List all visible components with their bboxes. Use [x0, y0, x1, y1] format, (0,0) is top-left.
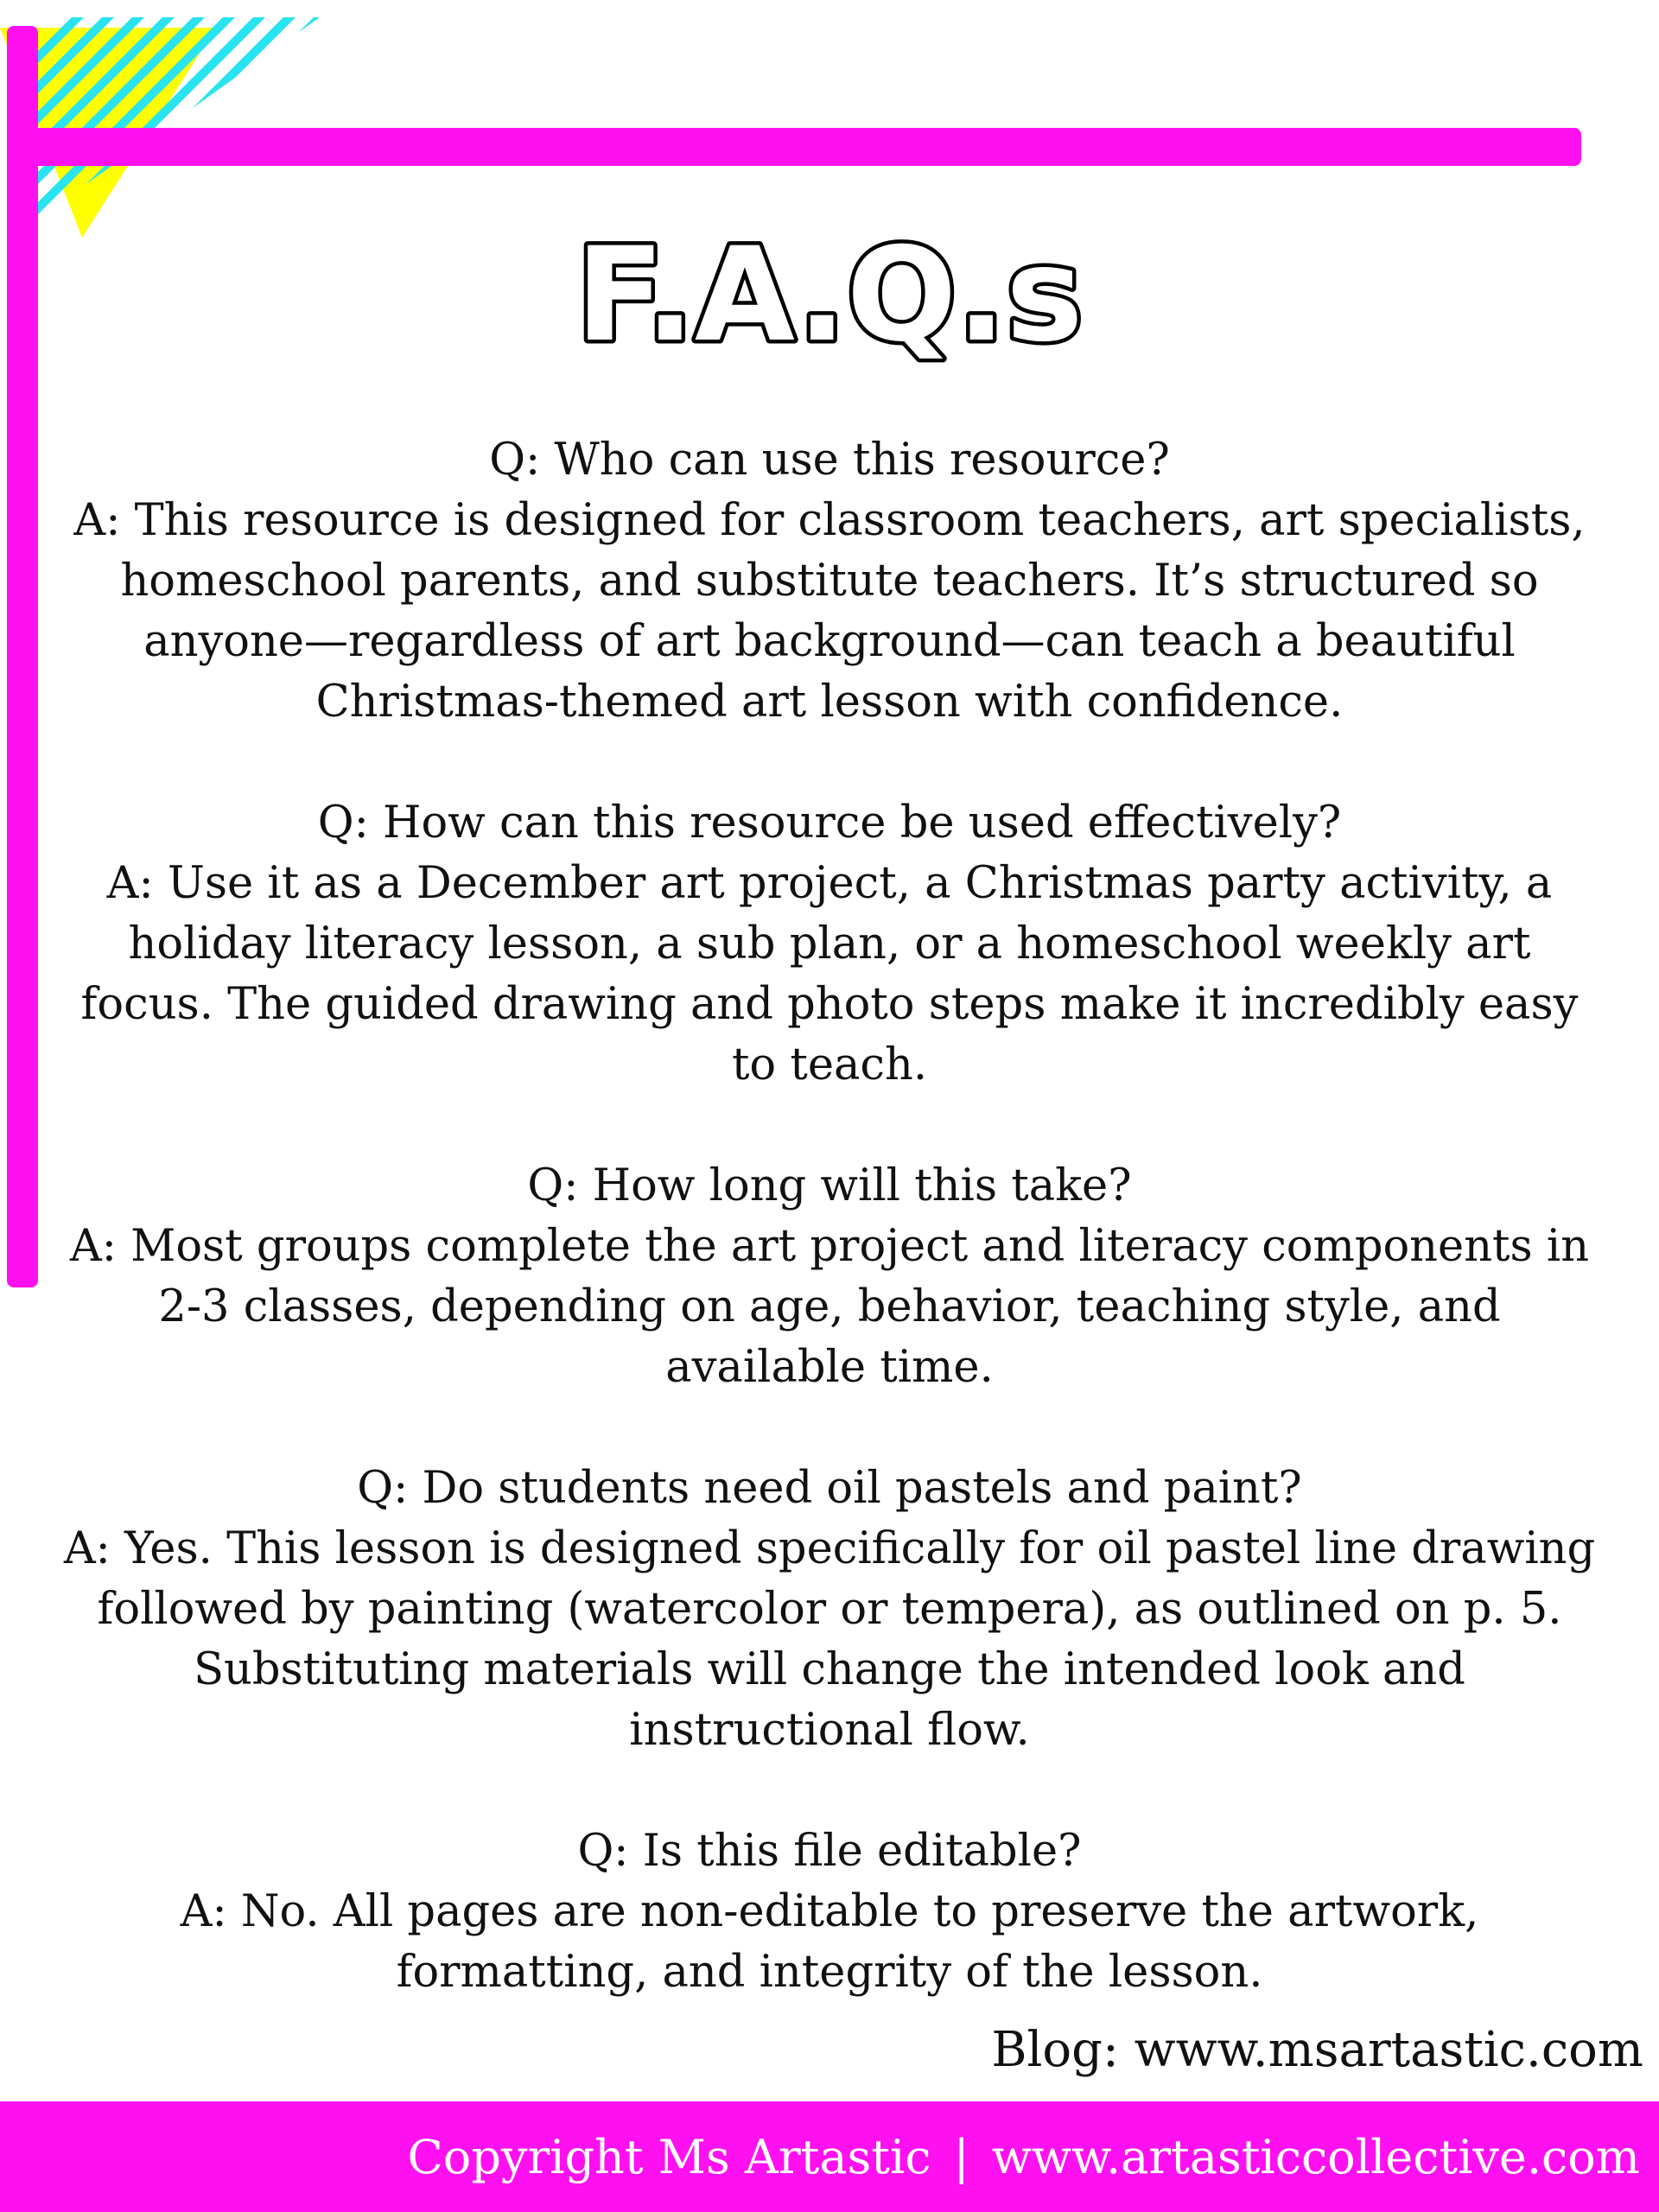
faq-item [60, 430, 1599, 733]
faq-item [60, 1156, 1599, 1398]
faq-answer: A: This resource is designed for classroom teachers, art specialists, homeschool parents, and substitute teachers. It’s structured so anyone—regardless of art background—can teach a beautiful Christmas-themed art lesson with confidence. [73, 495, 1586, 728]
faq-question: Q: How can this resource be used effectively? [317, 798, 1342, 849]
faq-answer: A: No. All pages are non-editable to preserve the artwork, formatting, and integrity of the lesson. [180, 1886, 1479, 1998]
left-magenta-bar [7, 26, 38, 1287]
faq-answer: A: Use it as a December art project, a Christmas party activity, a holiday literacy lesson, a sub plan, or a homeschool weekly art focus. The guided drawing and photo steps make it incredibly easy to teach. [80, 858, 1579, 1090]
website-link[interactable]: www.artasticcollective.com [991, 2130, 1640, 2184]
faq-item [60, 1459, 1599, 1761]
faq-question: Q: Do students need oil pastels and paint? [357, 1463, 1302, 1514]
faq-item [60, 1821, 1599, 2003]
faq-list [60, 430, 1599, 2063]
faq-item [60, 793, 1599, 1096]
copyright-text: Copyright Ms Artastic [407, 2130, 931, 2184]
footer-separator: | [953, 2130, 969, 2184]
corner-triangle-decoration [0, 0, 328, 242]
title-block [0, 229, 1659, 385]
blog-link[interactable]: Blog: www.msartastic.com [991, 2022, 1643, 2078]
top-magenta-bar [19, 128, 1581, 166]
faq-question: Q: Is this file editable? [577, 1826, 1082, 1877]
faq-question: Q: How long will this take? [527, 1160, 1132, 1211]
footer-text [407, 2130, 1640, 2185]
page-title: F.A.Q.s [575, 229, 1084, 371]
faq-question: Q: Who can use this resource? [489, 435, 1170, 486]
faq-answer: A: Most groups complete the art project and literacy components in 2-3 classes, depending on age, behavior, teaching style, and available time. [69, 1221, 1590, 1393]
faq-answer: A: Yes. This lesson is designed specifically for oil pastel line drawing followed by painting (watercolor or tempera), as outlined on p. 5. Substituting materials will change the intended look and instructional flow. [63, 1523, 1596, 1756]
